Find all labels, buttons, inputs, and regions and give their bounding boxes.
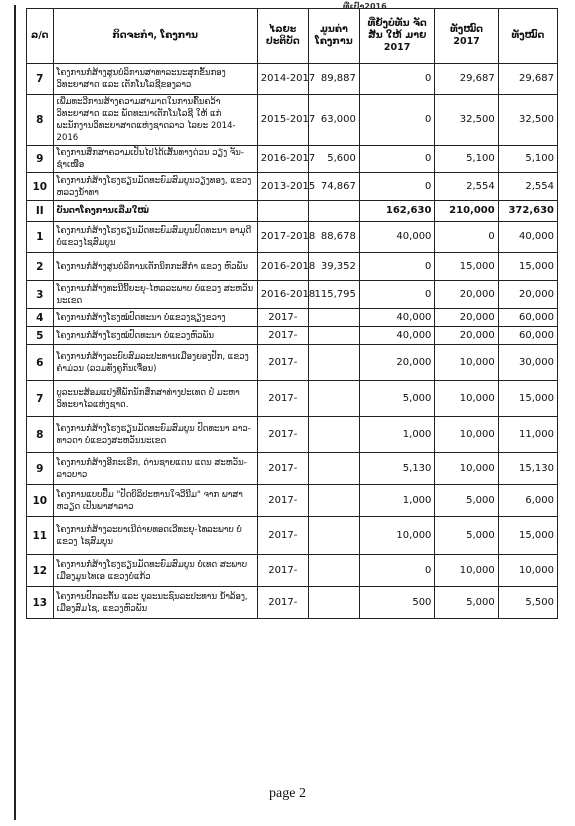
row-description: ໂຄງການປົກລະຕັ້ນ ແລະ ບູລະນະຊົນລະປະທານ ນ້ຳລ້ອງ, ເມືອງສົມໄຊ, ແຂວງຫົວພັນ (53, 587, 257, 619)
page-number: page 2 (269, 786, 306, 801)
table-row (27, 417, 558, 453)
row-period: 2013-2015 (257, 173, 308, 201)
row-paid: 40,000 (359, 309, 435, 327)
row-paid: 5,000 (359, 381, 435, 417)
row-total: 5,100 (498, 146, 557, 173)
table-row (27, 95, 558, 146)
row-total: 40,000 (498, 222, 557, 253)
row-number: 5 (27, 327, 54, 345)
row-number: 12 (27, 555, 54, 587)
row-paid: 0 (359, 173, 435, 201)
row-total: 10,000 (498, 555, 557, 587)
header-total: ທັງໝົດ (498, 9, 557, 64)
row-plan-2017: 10,000 (435, 555, 498, 587)
row-total: 15,000 (498, 517, 557, 555)
row-period: 2017- (257, 309, 308, 327)
row-total: 30,000 (498, 345, 557, 381)
row-plan-2017: 2,554 (435, 173, 498, 201)
table-row (27, 485, 558, 517)
row-total: 32,500 (498, 95, 557, 146)
row-description: ໂຄງການສຶກສາຄວາມເປັນໄປໄດ້ເສັ້ນທາງດ່ວນ ວຽງ ຈັນ-ຊຳເໜືອ (53, 146, 257, 173)
row-period: 2017- (257, 381, 308, 417)
row-paid: 500 (359, 587, 435, 619)
row-value (308, 345, 359, 381)
row-plan-2017: 20,000 (435, 309, 498, 327)
row-number: 8 (27, 417, 54, 453)
row-description: ໂຄງການແບບປຶ້ມ "ປັດບິລິປະຫານໃຈວີນີມ" ຈາກ ພາສາຫວຽດ ເປັນພາສາລາວ (53, 485, 257, 517)
row-number: 8 (27, 95, 54, 146)
table-row (27, 64, 558, 95)
row-plan-2017: 5,000 (435, 485, 498, 517)
row-total: 29,687 (498, 64, 557, 95)
table-row (27, 381, 558, 417)
row-value: 5,600 (308, 146, 359, 173)
row-paid: 0 (359, 555, 435, 587)
row-period: 2016-2017 (257, 146, 308, 173)
row-number: 3 (27, 281, 54, 309)
table-header-row (27, 9, 558, 64)
row-value: 89,887 (308, 64, 359, 95)
row-description: ບັນດາໂຄງການເລີ່ມໃໝ່ (53, 201, 257, 222)
row-total: 5,500 (498, 587, 557, 619)
row-period: 2017- (257, 417, 308, 453)
row-description: ໂຄງການກໍ່ສ້າງໂຮງຮຽນມັດທະຍົມສົມບູນວຽງທອງ, ແຂວງຫລວງນ້ຳທາ (53, 173, 257, 201)
row-plan-2017: 20,000 (435, 281, 498, 309)
row-plan-2017: 5,100 (435, 146, 498, 173)
table-row (27, 309, 558, 327)
row-paid: 5,130 (359, 453, 435, 485)
row-value: 88,678 (308, 222, 359, 253)
row-plan-2017: 20,000 (435, 327, 498, 345)
row-description: ໂຄງການກໍ່ສ້າງໂຮງໝໍປົດທະນາ ບໍ່ແຂວງຊຽງຂວາງ (53, 309, 257, 327)
row-number: 13 (27, 587, 54, 619)
row-period: 2017- (257, 345, 308, 381)
row-period: 2017- (257, 453, 308, 485)
header-plan2017: ທັງໝົດ 2017 (435, 9, 498, 64)
table-row (27, 222, 558, 253)
row-description: ໂຄງການກໍ່ສ້າງສູນບໍລິການເຕັກນິກກະສິກຳ ແຂວງ ຫົວພັນ (53, 253, 257, 281)
row-description: ໂຄງການກໍ່ສ້າງໂຮງໝໍປົດທະນາ ບໍ່ແຂວງຫົວພັນ (53, 327, 257, 345)
row-paid: 0 (359, 281, 435, 309)
row-plan-2017: 10,000 (435, 345, 498, 381)
row-description: ໂຄງການກໍ່ສ້າງສູນບໍລິການສາທາລະນະສຸກຂັ້ນກອງ ວິທະຍາສາດ ແລະ ເຕັກໂນໂລຊີຂອງລາວ (53, 64, 257, 95)
row-value (308, 453, 359, 485)
row-description: ເພີ່ມທະວີການສ້າງຄວາມສາມາດໃນການຄົ້ນຄວ້າ ວິທະຍາສາດ ແລະ ພັດທະນາເຕັກໂນໂລຊີ ໃຫ້ ແກ່ພະນັກງານວິທະຍາສາດແຫ່ງຊາດລາວ ໄລຍະ 2014-2016 (53, 95, 257, 146)
row-total: 20,000 (498, 281, 557, 309)
row-number: 10 (27, 485, 54, 517)
row-paid: 40,000 (359, 327, 435, 345)
row-paid: 1,000 (359, 417, 435, 453)
row-total: 60,000 (498, 327, 557, 345)
row-number: 7 (27, 64, 54, 95)
row-number: 11 (27, 517, 54, 555)
row-paid: 1,000 (359, 485, 435, 517)
header-stamp-text: ທີ່ເປົາ2016 (343, 2, 387, 11)
row-value: 63,000 (308, 95, 359, 146)
row-period: 2015-2017 (257, 95, 308, 146)
row-value: 115,795 (308, 281, 359, 309)
table-row (27, 146, 558, 173)
row-paid: 0 (359, 95, 435, 146)
row-paid: 10,000 (359, 517, 435, 555)
row-paid: 162,630 (359, 201, 435, 222)
row-plan-2017: 10,000 (435, 453, 498, 485)
table-row (27, 517, 558, 555)
row-value (308, 309, 359, 327)
row-period: 2017- (257, 517, 308, 555)
row-description: ໂຄງການກໍ່ສ້າງລະບົບສົມລະປະທານເມືອງຍອງປັກ, ແຂວງ ຄຳມ່ວນ (ລວມທັງຄູກັນເຈື່ອນ) (53, 345, 257, 381)
table-row (27, 173, 558, 201)
budget-table (26, 8, 558, 619)
row-period (257, 201, 308, 222)
row-value: 74,867 (308, 173, 359, 201)
row-value (308, 587, 359, 619)
table-row (27, 253, 558, 281)
row-description: ໂຄງການກໍ່ສ້າງໂຮງຮຽນມັດທະຍົມສົມບູນ ປົດທະນາ ລາວ-ທາວດາ ບໍ່ແຂວງສະຫວັນນະເຂດ (53, 417, 257, 453)
row-description: ໂຄງການກໍ່ສ້າງອີກະເຣີກ, ດ່ານຊາຍແດນ ແດນ ສະຫວັນ-ລາວບາວ (53, 453, 257, 485)
row-value (308, 485, 359, 517)
row-number: II (27, 201, 54, 222)
row-value (308, 327, 359, 345)
header-no: ລ/ດ (27, 9, 54, 64)
row-total: 15,000 (498, 253, 557, 281)
row-description: ບູລະນະສ້ອມແປງທີ່ພັກນັກສຶກສາທ່າງປະເທດ ປໍ່ ມະຫາ ວິທະຍາໄລແຫ່ງຊາດ. (53, 381, 257, 417)
header-value: ມູນຄ່າ ໂຄງການ (308, 9, 359, 64)
row-description: ໂຄງການກໍ່ສ້າງໂຮງຮຽນມັດທະຍົມສົມບູນປົດທະນາ ອາມຸດີ ບໍ່ແຂວງໄຊສົມບູນ (53, 222, 257, 253)
row-total: 60,000 (498, 309, 557, 327)
row-paid: 0 (359, 253, 435, 281)
row-period: 2014-2017 (257, 64, 308, 95)
row-description: ໂຄງການກໍ່ສ້າງທະນີນີ້ຍະຍຸ-ໄຫລລະພາບ ບໍ່ແຂວງ ສະຫວັນນະເຂດ (53, 281, 257, 309)
row-plan-2017: 29,687 (435, 64, 498, 95)
row-value (308, 555, 359, 587)
row-paid: 0 (359, 64, 435, 95)
row-period: 2016-2018 (257, 281, 308, 309)
row-total: 15,130 (498, 453, 557, 485)
table-row (27, 587, 558, 619)
row-number: 9 (27, 146, 54, 173)
row-value (308, 201, 359, 222)
row-paid: 0 (359, 146, 435, 173)
row-value (308, 381, 359, 417)
row-total: 15,000 (498, 381, 557, 417)
row-paid: 20,000 (359, 345, 435, 381)
row-number: 1 (27, 222, 54, 253)
row-plan-2017: 5,000 (435, 517, 498, 555)
row-value: 39,352 (308, 253, 359, 281)
row-plan-2017: 5,000 (435, 587, 498, 619)
row-description: ໂຄງການກໍ່ສ້າງໂຮງຮຽນມັດທະຍົມສົມບູນ ບໍ່ເທດ ສະພາບເມືອງມູນໄທເອ ແຂວງບໍ່ແກ້ວ (53, 555, 257, 587)
table-row (27, 453, 558, 485)
row-number: 2 (27, 253, 54, 281)
row-period: 2017-2018 (257, 222, 308, 253)
section-row (27, 201, 558, 222)
row-total: 6,000 (498, 485, 557, 517)
row-plan-2017: 32,500 (435, 95, 498, 146)
row-period: 2017- (257, 555, 308, 587)
row-period: 2016-2018 (257, 253, 308, 281)
row-description: ໂຄງການກໍ່ສ້າງລະບາເນີດ່າຍທອດເວີທະຍຸ-ໄທລະພາບ ບໍ່ແຂວງ ໄຊສົມບູນ (53, 517, 257, 555)
row-period: 2017- (257, 587, 308, 619)
row-paid: 40,000 (359, 222, 435, 253)
row-plan-2017: 0 (435, 222, 498, 253)
row-total: 372,630 (498, 201, 557, 222)
row-number: 10 (27, 173, 54, 201)
row-number: 7 (27, 381, 54, 417)
table-row (27, 281, 558, 309)
row-total: 2,554 (498, 173, 557, 201)
row-period: 2017- (257, 485, 308, 517)
row-period: 2017- (257, 327, 308, 345)
row-plan-2017: 10,000 (435, 381, 498, 417)
row-total: 11,000 (498, 417, 557, 453)
table-row (27, 555, 558, 587)
row-value (308, 417, 359, 453)
row-value (308, 517, 359, 555)
table-row (27, 327, 558, 345)
row-plan-2017: 210,000 (435, 201, 498, 222)
row-plan-2017: 15,000 (435, 253, 498, 281)
row-number: 9 (27, 453, 54, 485)
table-row (27, 345, 558, 381)
header-activity: ກິດຈະກຳ, ໂຄງການ (53, 9, 257, 64)
header-period: ໄລຍະ ປະຕິບັດ (257, 9, 308, 64)
header-paid: ທີ່ຍັງບໍ່ທັນ ຈັດສັນ ໃຫ້ ມາຍ 2017 (359, 9, 435, 64)
row-number: 4 (27, 309, 54, 327)
row-number: 6 (27, 345, 54, 381)
row-plan-2017: 10,000 (435, 417, 498, 453)
